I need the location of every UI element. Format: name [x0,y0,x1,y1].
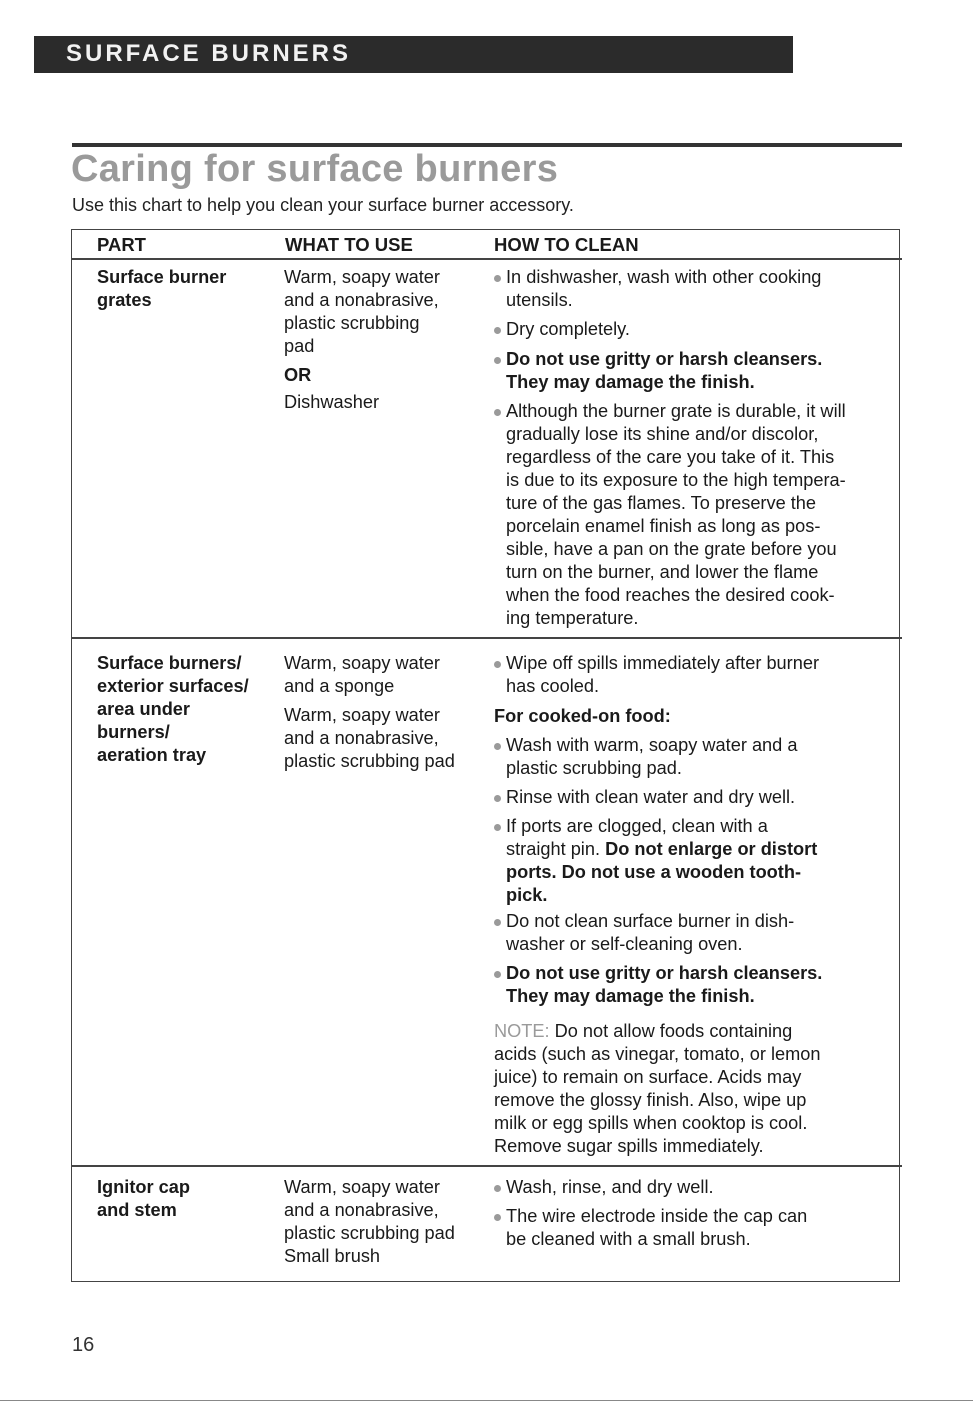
bullet-icon [494,971,501,978]
bullet-icon [494,743,501,750]
use-surface-burner-grates: Warm, soapy water and a nonabrasive, plastic scrubbing pad OR Dishwasher [284,267,440,412]
bullet-icon [494,795,501,802]
page-number: 16 [72,1334,95,1356]
header-part: PART [97,234,146,255]
list-item: The wire electrode inside the cap can be cleaned with a small brush. [494,1205,807,1251]
list-item: Do not use gritty or harsh cleansers. They may damage the finish. [494,348,822,394]
bullet-icon [494,275,501,282]
bullet-icon [494,357,501,364]
part-ignitor-cap: Ignitor cap and stem [97,1177,190,1220]
section-banner-label: SURFACE BURNERS [66,40,352,67]
list-item: Although the burner grate is durable, it will gradually lose its shine and/or discolor, regardless of the care you take of it. This is due to its exposure to the high tempera- ture of the gas flames. To preserve the porcelain enamel finish as long as pos- sible, have a pan on the grate before you turn on the burner, and lower the flame when the food reaches the desired cook- ing temperature. [494,400,846,630]
header-divider [71,258,902,260]
list-item: Wipe off spills immediately after burner has cooled. [494,652,819,698]
bullet-icon [494,919,501,926]
list-item: If ports are clogged, clean with a straight pin. Do not enlarge or distort ports. Do not use a wooden tooth- pick. [494,815,817,907]
list-item: Dry completely. [494,318,630,341]
cooked-on-food-heading: For cooked-on food: [494,706,671,726]
bullet-icon [494,327,501,334]
row-divider [71,1165,902,1167]
list-item: In dishwasher, wash with other cooking utensils. [494,266,821,312]
bottom-rule [0,1400,973,1401]
list-item: Do not clean surface burner in dish- washer or self-cleaning oven. [494,910,794,956]
intro-text: Use this chart to help you clean your surface burner accessory. [72,195,574,215]
bullet-icon [494,409,501,416]
list-item: Wash, rinse, and dry well. [494,1176,714,1199]
note-label: NOTE: [494,1021,550,1041]
bullet-icon [494,1185,501,1192]
header-how-to-clean: HOW TO CLEAN [494,234,639,255]
row-divider [71,637,902,639]
title-rule [72,143,902,147]
part-surface-burners-exterior: Surface burners/ exterior surfaces/ area under burners/ aeration tray [97,653,249,765]
page-title: Caring for surface burners [71,148,559,190]
header-what-to-use: WHAT TO USE [285,234,413,255]
section-banner [34,36,793,73]
bullet-icon [494,661,501,668]
use-ignitor-cap: Warm, soapy water and a nonabrasive, plastic scrubbing pad Small brush [284,1177,455,1266]
bullet-icon [494,824,501,831]
part-surface-burner-grates: Surface burner grates [97,267,227,310]
note-text: NOTE: Do not allow foods containing acids (such as vinegar, tomato, or lemon juice) to remain on surface. Acids may remove the glossy finish. Also, wipe up milk or egg spills when cooktop is cool. Remove sugar spills immediately. [494,1021,821,1156]
bullet-icon [494,1214,501,1221]
list-item: Wash with warm, soapy water and a plastic scrubbing pad. [494,734,797,780]
list-item: Do not use gritty or harsh cleansers. They may damage the finish. [494,962,822,1008]
list-item: Rinse with clean water and dry well. [494,786,795,809]
use-surface-burners-exterior: Warm, soapy water and a sponge Warm, soapy water and a nonabrasive, plastic scrubbing pad [284,653,455,771]
